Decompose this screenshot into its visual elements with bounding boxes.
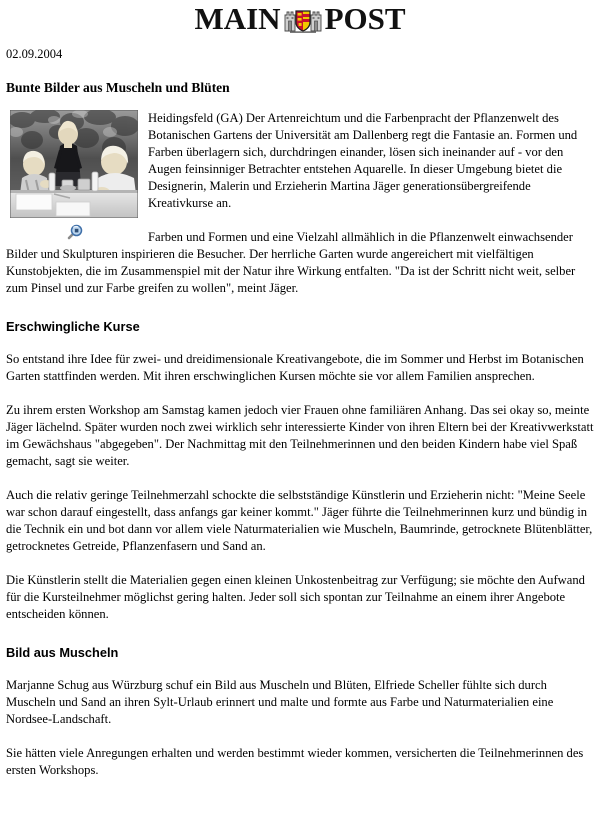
page-title: Bunte Bilder aus Muscheln und Blüten [6, 80, 230, 95]
main-post-logo[interactable] [194, 3, 405, 35]
section-1-paragraph-2: Zu ihrem ersten Workshop am Samstag kamen jedoch vier Frauen ohne familiären Anhang. Das sei okay so, meinte Jäger lächelnd. Später wurden noch zwei wirklich sehr interessierte Kinder von ihren Eltern bei der Kreativwerkstatt im Gewächshaus "abgegeben". Der Nachmittag mit den Teilnehmerinnen und den beiden Kindern habe viel Spaß gemacht, sagt sie weiter. [6, 403, 594, 468]
logo-word-main: MAIN [194, 1, 281, 36]
lead-paragraph: Heidingsfeld (GA) Der Artenreichtum und die Farbenpracht der Pflanzenwelt des Botanischen Gartens der Universität am Dallenberg regt die Fantasie an. Formen und Farben überlagern sich, durchdringen einander, lösen sich ineinander auf - vor den Augen feinsinniger Betrachter entstehen Aquarelle. In dieser Umgebung bietet die Designerin, Malerin und Erzieherin Martina Jäger generationsübergreifende Kreativkurse an. [148, 111, 578, 210]
logo-word-post: POST [324, 1, 406, 36]
section-1-paragraph-4: Die Künstlerin stellt die Materialien gegen einen kleinen Unkostenbeitrag zur Verfügung; sie möchte den Aufwand für die Kursteilnehmer möglichst gering halten. Jeder soll sich spontan zur Teilnahme an einem ihrer Angebote entscheiden können. [6, 573, 585, 621]
magnifier-icon[interactable] [66, 224, 83, 241]
section-heading-bild-aus-muscheln: Bild aus Muscheln [6, 645, 119, 660]
section-1-paragraph-3: Auch die relativ geringe Teilnehmerzahl schockte die selbstständige Künstlerin und Erzieherin nicht: "Meine Seele war schon darauf eingestellt, dass anfangs gar keiner kommt." Jäger führte die Teilnehmerinnen kurz und bündig in die Technik ein und bot dann vor allem viele Naturmaterialien wie Muscheln, Baumrinde, getrocknete Blütenblätter, getrocknetes Getreide, Pflanzenfasern und Sand an. [6, 488, 593, 553]
section-2-paragraph-2: Sie hätten viele Anregungen erhalten und werden bestimmt wieder kommen, versicherten die Teilnehmerinnen des ersten Workshops. [6, 746, 584, 777]
section-heading-erschwingliche-kurse: Erschwingliche Kurse [6, 319, 140, 334]
section-1-paragraph-1: So entstand ihre Idee für zwei- und dreidimensionale Kreativangebote, die im Sommer und Herbst im Botanischen Garten stattfinden werden. Mit ihren erschwinglichen Kursen möchte sie vor allem Familien ansprechen. [6, 352, 584, 383]
article-photo[interactable] [10, 110, 138, 218]
masthead [6, 0, 594, 38]
article-date: 02.09.2004 [6, 47, 63, 61]
section-2-paragraph-1: Marjanne Schug aus Würzburg schuf ein Bild aus Muscheln und Blüten, Elfriede Scheller fühlte sich durch Muscheln und Sand an ihren Sylt-Urlaub erinnert und malte und formte aus Farbe und Naturmaterialien eine Nordsee-Landschaft. [6, 678, 554, 726]
photo-zoom-row [10, 218, 138, 238]
coat-of-arms-icon [282, 4, 324, 34]
article-photo-block [10, 96, 138, 238]
paragraph-2: Farben und Formen und eine Vielzahl allmählich in die Pflanzenwelt einwachsender Bilder und Skulpturen inspirieren die Besucher. Der herrliche Garten wurde angereichert mit vielfältigen Kunstobjekten, die im Zusammenspiel mit der Natur ihre Wirkung entfalten. "Da ist der Schritt nicht weit, selber zum Pinsel und zur Farbe greifen zu wollen", meint Jäger. [6, 230, 576, 295]
